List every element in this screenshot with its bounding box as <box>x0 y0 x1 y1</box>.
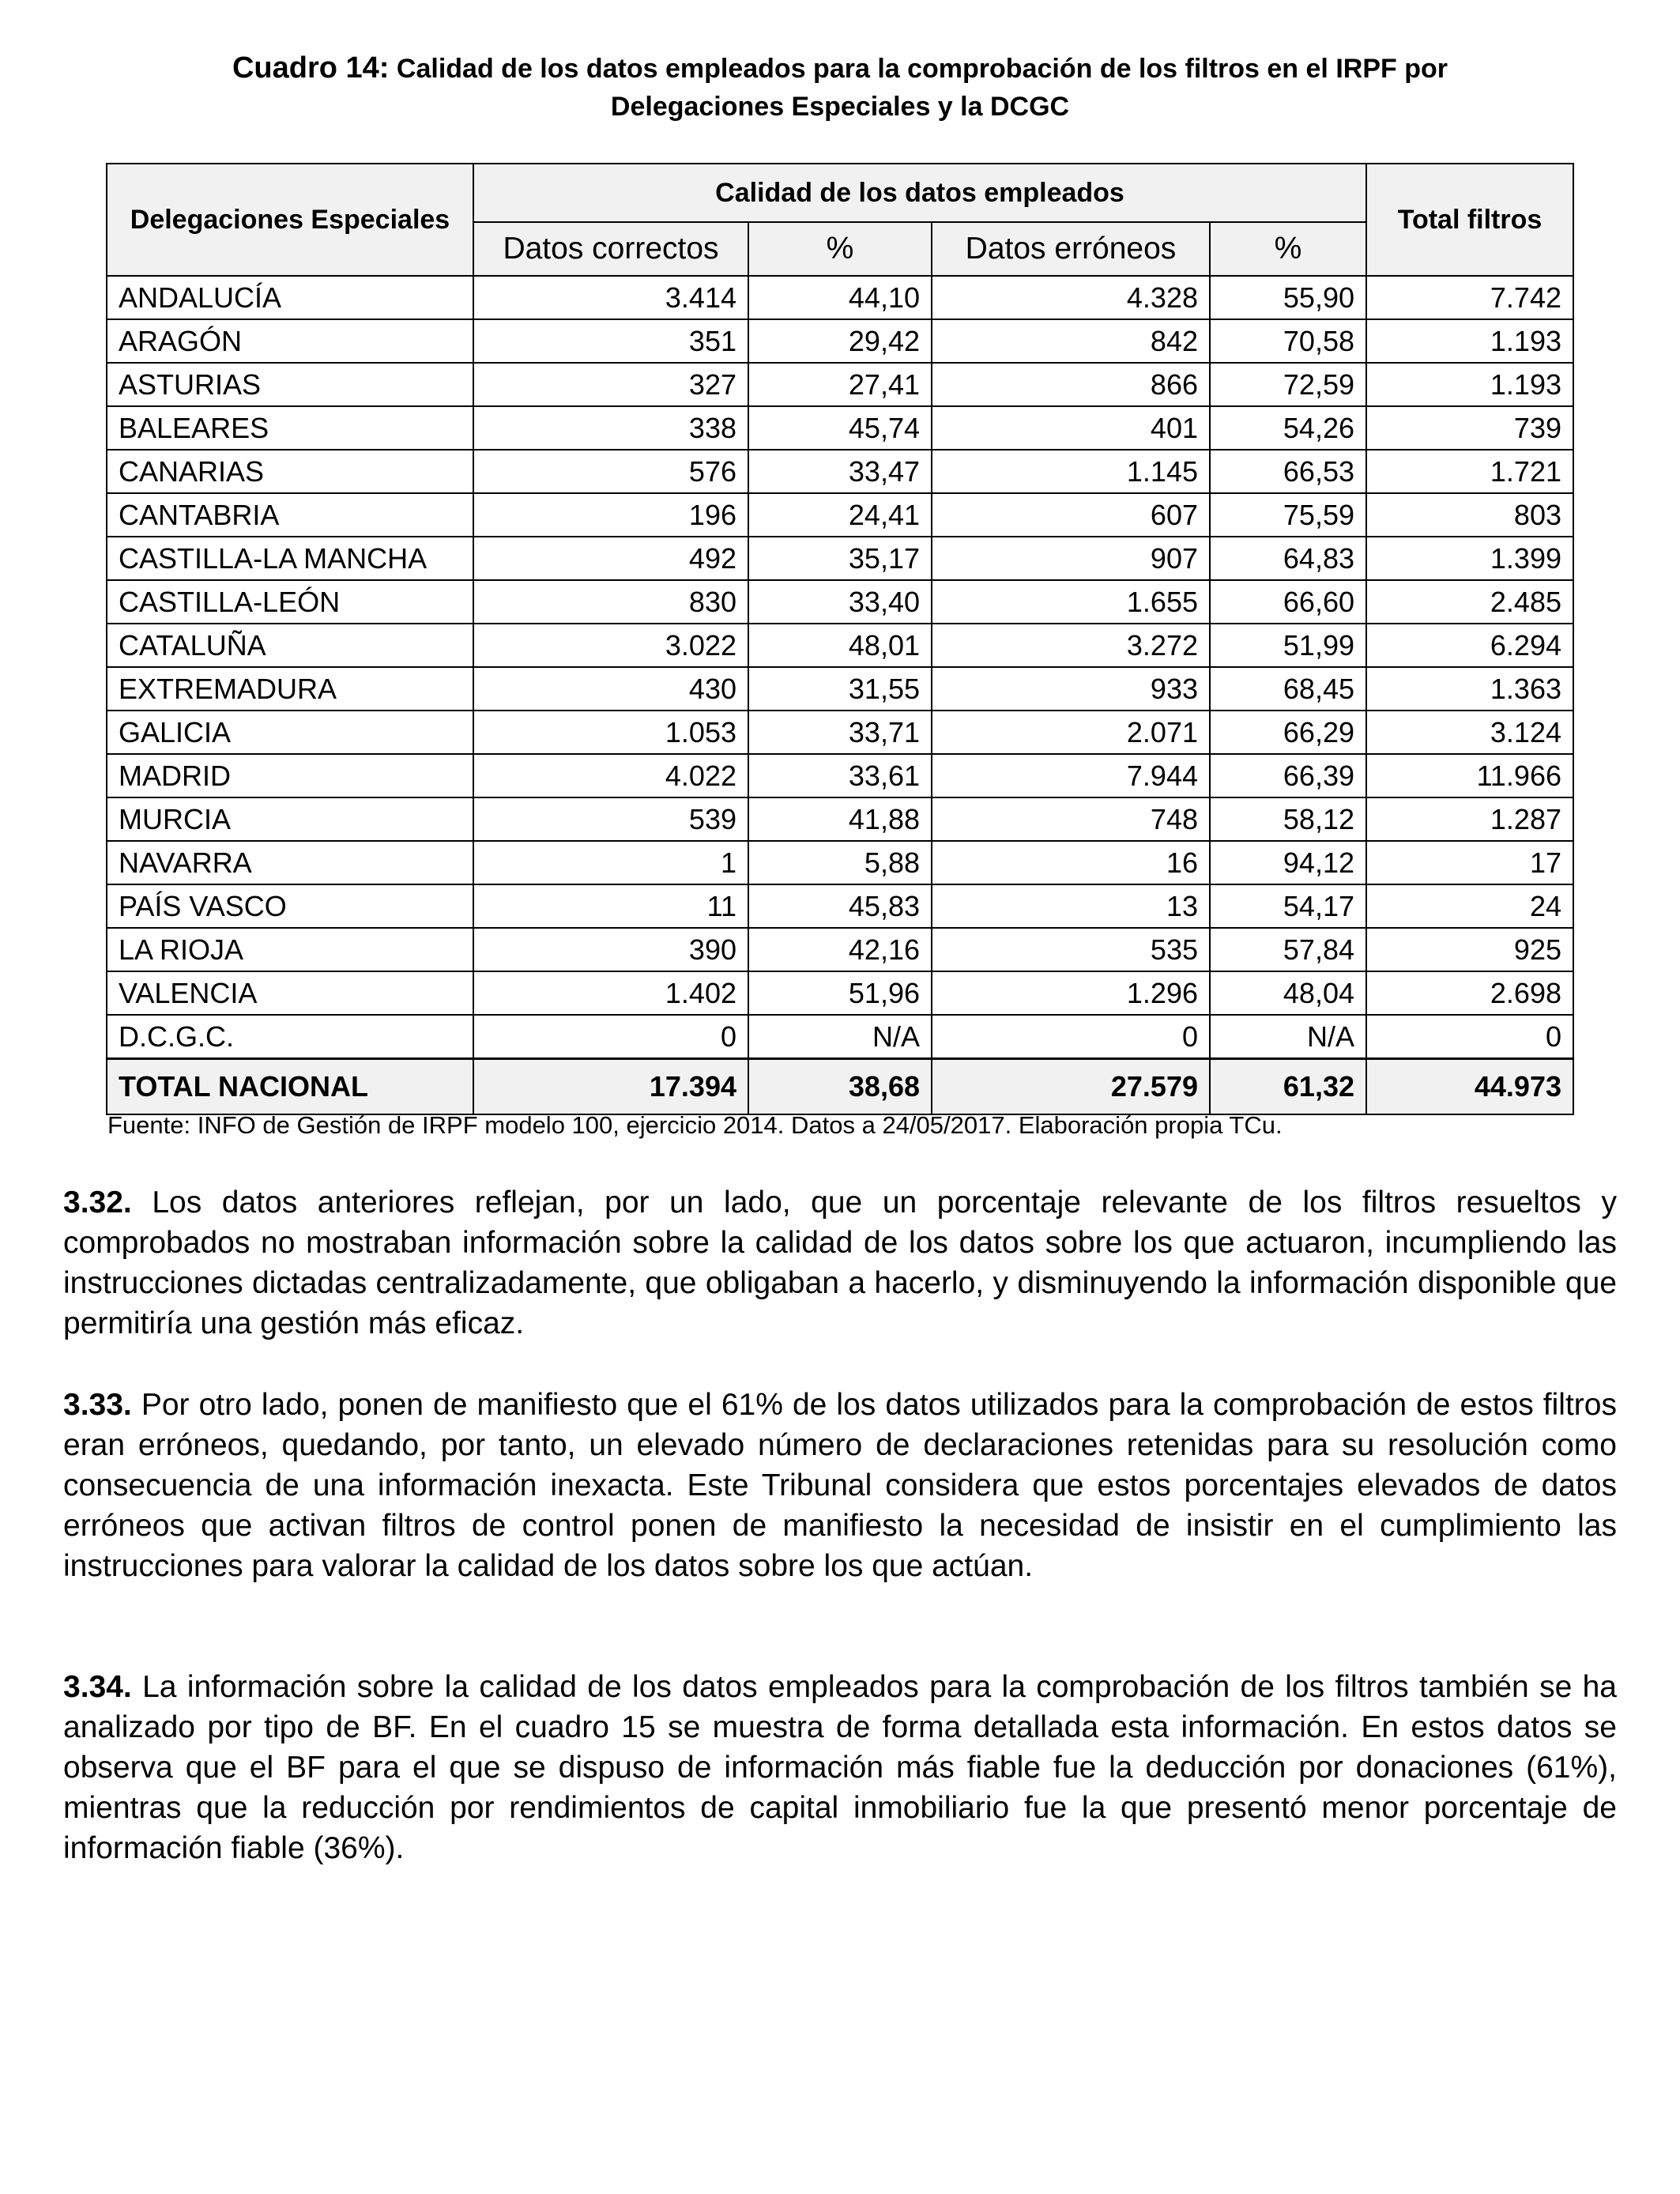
table-title-line1: Calidad de los datos empleados para la comprobación de los filtros en el IRPF por <box>396 54 1448 84</box>
cell-pct-erroneos: 55,90 <box>1210 276 1366 319</box>
cell-pct-erroneos: 66,53 <box>1210 450 1366 493</box>
table-row <box>107 580 1573 624</box>
cell-total-filtros: 803 <box>1366 493 1573 537</box>
paragraph-text: La información sobre la calidad de los datos empleados para la comprobación de los filtros también se ha analizado por tipo de BF. En el cuadro 15 se muestra de forma detallada esta información. En estos datos se observa que el BF para el que se dispuso de información más fiable fue la deducción por donaciones (61%), mientras que la reducción por rendimientos de capital inmobiliario fue la que presentó menor porcentaje de información fiable (36%). <box>63 1670 1617 1865</box>
header-pct-erroneos: % <box>1210 222 1366 276</box>
cell-pct-correctos: 44,10 <box>748 276 932 319</box>
table-row <box>107 493 1573 537</box>
cell-pct-erroneos: 64,83 <box>1210 537 1366 580</box>
cell-region: LA RIOJA <box>107 928 473 971</box>
paragraph-3-32 <box>63 1182 1617 1344</box>
cell-pct-erroneos: 48,04 <box>1210 971 1366 1015</box>
cell-region: D.C.G.C. <box>107 1015 473 1059</box>
cell-pct-erroneos: 66,39 <box>1210 754 1366 797</box>
cell-datos-correctos: 1 <box>473 841 748 884</box>
header-datos-correctos: Datos correctos <box>473 222 748 276</box>
cell-total-filtros: 1.399 <box>1366 537 1573 580</box>
cell-region: ANDALUCÍA <box>107 276 473 319</box>
table-title <box>63 49 1617 126</box>
cell-datos-correctos: 830 <box>473 580 748 624</box>
cell-datos-erroneos: 866 <box>932 363 1210 406</box>
cell-datos-erroneos: 535 <box>932 928 1210 971</box>
cell-pct-correctos: 33,71 <box>748 711 932 754</box>
table-number: Cuadro 14: <box>232 51 390 85</box>
header-calidad-group: Calidad de los datos empleados <box>473 164 1366 222</box>
cell-datos-correctos: 3.414 <box>473 276 748 319</box>
cell-total-filtros: 3.124 <box>1366 711 1573 754</box>
cell-pct-erroneos: 70,58 <box>1210 319 1366 363</box>
cell-total-filtros: 1.721 <box>1366 450 1573 493</box>
cell-datos-erroneos: 27.579 <box>932 1059 1210 1115</box>
cell-pct-erroneos: 66,29 <box>1210 711 1366 754</box>
cell-datos-erroneos: 842 <box>932 319 1210 363</box>
cell-pct-correctos: 5,88 <box>748 841 932 884</box>
cell-pct-erroneos: 54,26 <box>1210 406 1366 450</box>
cell-pct-correctos: N/A <box>748 1015 932 1059</box>
table-source-note: Fuente: INFO de Gestión de IRPF modelo 100, ejercicio 2014. Datos a 24/05/2017. Elaboración propia TCu. <box>107 1111 1283 1139</box>
cell-datos-erroneos: 1.145 <box>932 450 1210 493</box>
cell-region: BALEARES <box>107 406 473 450</box>
table-row <box>107 797 1573 841</box>
table-row <box>107 928 1573 971</box>
cell-pct-erroneos: 72,59 <box>1210 363 1366 406</box>
paragraph-number: 3.33. <box>63 1388 132 1422</box>
cell-total-filtros: 1.287 <box>1366 797 1573 841</box>
cell-pct-correctos: 33,47 <box>748 450 932 493</box>
cell-region: CANTABRIA <box>107 493 473 537</box>
cell-pct-erroneos: 61,32 <box>1210 1059 1366 1115</box>
cell-pct-correctos: 45,83 <box>748 884 932 928</box>
cell-region: NAVARRA <box>107 841 473 884</box>
paragraph-text: Por otro lado, ponen de manifiesto que el 61% de los datos utilizados para la comprobación de estos filtros eran erróneos, quedando, por tanto, un elevado número de declaraciones retenidas para su resolución como consecuencia de una información inexacta. Este Tribunal considera que estos porcentajes elevados de datos erróneos que activan filtros de control ponen de manifiesto la necesidad de insistir en el cumplimiento las instrucciones para valorar la calidad de los datos sobre los que actúan. <box>63 1388 1617 1583</box>
cell-total-filtros: 11.966 <box>1366 754 1573 797</box>
cell-datos-correctos: 327 <box>473 363 748 406</box>
cell-total-filtros: 24 <box>1366 884 1573 928</box>
table-row <box>107 363 1573 406</box>
paragraph-3-34 <box>63 1667 1617 1868</box>
table-title-line2: Delegaciones Especiales y la DCGC <box>610 92 1070 122</box>
cell-datos-erroneos: 401 <box>932 406 1210 450</box>
cell-region: MURCIA <box>107 797 473 841</box>
cell-datos-erroneos: 3.272 <box>932 624 1210 667</box>
cell-total-filtros: 2.698 <box>1366 971 1573 1015</box>
header-pct-correctos: % <box>748 222 932 276</box>
cell-pct-erroneos: 58,12 <box>1210 797 1366 841</box>
table-row <box>107 1015 1573 1059</box>
cell-datos-correctos: 3.022 <box>473 624 748 667</box>
cell-datos-correctos: 539 <box>473 797 748 841</box>
cell-datos-correctos: 576 <box>473 450 748 493</box>
cell-datos-erroneos: 13 <box>932 884 1210 928</box>
cell-datos-erroneos: 1.296 <box>932 971 1210 1015</box>
cell-pct-correctos: 33,61 <box>748 754 932 797</box>
cell-datos-erroneos: 0 <box>932 1015 1210 1059</box>
cell-total-filtros: 2.485 <box>1366 580 1573 624</box>
cell-datos-correctos: 17.394 <box>473 1059 748 1115</box>
cell-pct-correctos: 24,41 <box>748 493 932 537</box>
cell-datos-correctos: 351 <box>473 319 748 363</box>
cell-region: VALENCIA <box>107 971 473 1015</box>
cell-pct-correctos: 45,74 <box>748 406 932 450</box>
cell-datos-erroneos: 933 <box>932 667 1210 711</box>
cell-total-filtros: 0 <box>1366 1015 1573 1059</box>
header-total-filtros: Total filtros <box>1366 164 1573 276</box>
cell-total-filtros: 1.193 <box>1366 363 1573 406</box>
cell-datos-correctos: 492 <box>473 537 748 580</box>
cell-total-filtros: 6.294 <box>1366 624 1573 667</box>
table-row <box>107 841 1573 884</box>
header-datos-erroneos: Datos erróneos <box>932 222 1210 276</box>
cell-total-filtros: 1.193 <box>1366 319 1573 363</box>
cell-pct-correctos: 41,88 <box>748 797 932 841</box>
table-row <box>107 711 1573 754</box>
table-row <box>107 276 1573 319</box>
cell-region: CATALUÑA <box>107 624 473 667</box>
table-row <box>107 450 1573 493</box>
table-body <box>107 276 1573 1114</box>
table-row <box>107 624 1573 667</box>
total-row <box>107 1059 1573 1115</box>
cell-datos-correctos: 4.022 <box>473 754 748 797</box>
cell-pct-correctos: 38,68 <box>748 1059 932 1115</box>
cell-datos-correctos: 11 <box>473 884 748 928</box>
cell-datos-correctos: 1.402 <box>473 971 748 1015</box>
cell-pct-correctos: 35,17 <box>748 537 932 580</box>
cell-pct-erroneos: 54,17 <box>1210 884 1366 928</box>
cell-pct-correctos: 42,16 <box>748 928 932 971</box>
table-row <box>107 537 1573 580</box>
table-row <box>107 971 1573 1015</box>
cell-datos-erroneos: 907 <box>932 537 1210 580</box>
table-row <box>107 667 1573 711</box>
table-row <box>107 754 1573 797</box>
table-row <box>107 319 1573 363</box>
cell-pct-erroneos: 57,84 <box>1210 928 1366 971</box>
cell-datos-correctos: 0 <box>473 1015 748 1059</box>
cell-pct-erroneos: 66,60 <box>1210 580 1366 624</box>
cell-pct-correctos: 31,55 <box>748 667 932 711</box>
table-row <box>107 406 1573 450</box>
cell-pct-erroneos: 51,99 <box>1210 624 1366 667</box>
cell-datos-correctos: 338 <box>473 406 748 450</box>
cell-pct-correctos: 29,42 <box>748 319 932 363</box>
cell-total-filtros: 44.973 <box>1366 1059 1573 1115</box>
table-row <box>107 884 1573 928</box>
cell-region: EXTREMADURA <box>107 667 473 711</box>
cell-datos-correctos: 196 <box>473 493 748 537</box>
cell-datos-erroneos: 607 <box>932 493 1210 537</box>
cell-region: CANARIAS <box>107 450 473 493</box>
cell-datos-erroneos: 7.944 <box>932 754 1210 797</box>
paragraph-text: Los datos anteriores reflejan, por un lado, que un porcentaje relevante de los filtros resueltos y comprobados no mostraban información sobre la calidad de los datos sobre los que actuaron, incumpliendo las instrucciones dictadas centralizadamente, que obligaban a hacerlo, y disminuyendo la información disponible que permitiría una gestión más eficaz. <box>63 1186 1617 1340</box>
cell-pct-correctos: 33,40 <box>748 580 932 624</box>
cell-datos-erroneos: 16 <box>932 841 1210 884</box>
cell-pct-erroneos: 75,59 <box>1210 493 1366 537</box>
cell-pct-correctos: 48,01 <box>748 624 932 667</box>
cell-datos-erroneos: 4.328 <box>932 276 1210 319</box>
cell-region: TOTAL NACIONAL <box>107 1059 473 1115</box>
cell-datos-erroneos: 748 <box>932 797 1210 841</box>
cell-pct-erroneos: 94,12 <box>1210 841 1366 884</box>
cell-total-filtros: 1.363 <box>1366 667 1573 711</box>
cell-pct-erroneos: N/A <box>1210 1015 1366 1059</box>
paragraph-3-33 <box>63 1385 1617 1586</box>
cell-total-filtros: 17 <box>1366 841 1573 884</box>
cell-total-filtros: 739 <box>1366 406 1573 450</box>
cell-region: CASTILLA-LEÓN <box>107 580 473 624</box>
paragraph-number: 3.34. <box>63 1670 132 1704</box>
cell-total-filtros: 925 <box>1366 928 1573 971</box>
data-table <box>106 163 1574 1115</box>
cell-pct-correctos: 51,96 <box>748 971 932 1015</box>
cell-datos-erroneos: 1.655 <box>932 580 1210 624</box>
cell-pct-correctos: 27,41 <box>748 363 932 406</box>
cell-pct-erroneos: 68,45 <box>1210 667 1366 711</box>
cell-region: CASTILLA-LA MANCHA <box>107 537 473 580</box>
cell-datos-correctos: 1.053 <box>473 711 748 754</box>
cell-region: PAÍS VASCO <box>107 884 473 928</box>
cell-region: GALICIA <box>107 711 473 754</box>
cell-datos-erroneos: 2.071 <box>932 711 1210 754</box>
cell-region: MADRID <box>107 754 473 797</box>
header-delegaciones: Delegaciones Especiales <box>107 164 473 276</box>
cell-total-filtros: 7.742 <box>1366 276 1573 319</box>
cell-datos-correctos: 390 <box>473 928 748 971</box>
paragraph-number: 3.32. <box>63 1186 132 1220</box>
cell-region: ARAGÓN <box>107 319 473 363</box>
cell-region: ASTURIAS <box>107 363 473 406</box>
cell-datos-correctos: 430 <box>473 667 748 711</box>
